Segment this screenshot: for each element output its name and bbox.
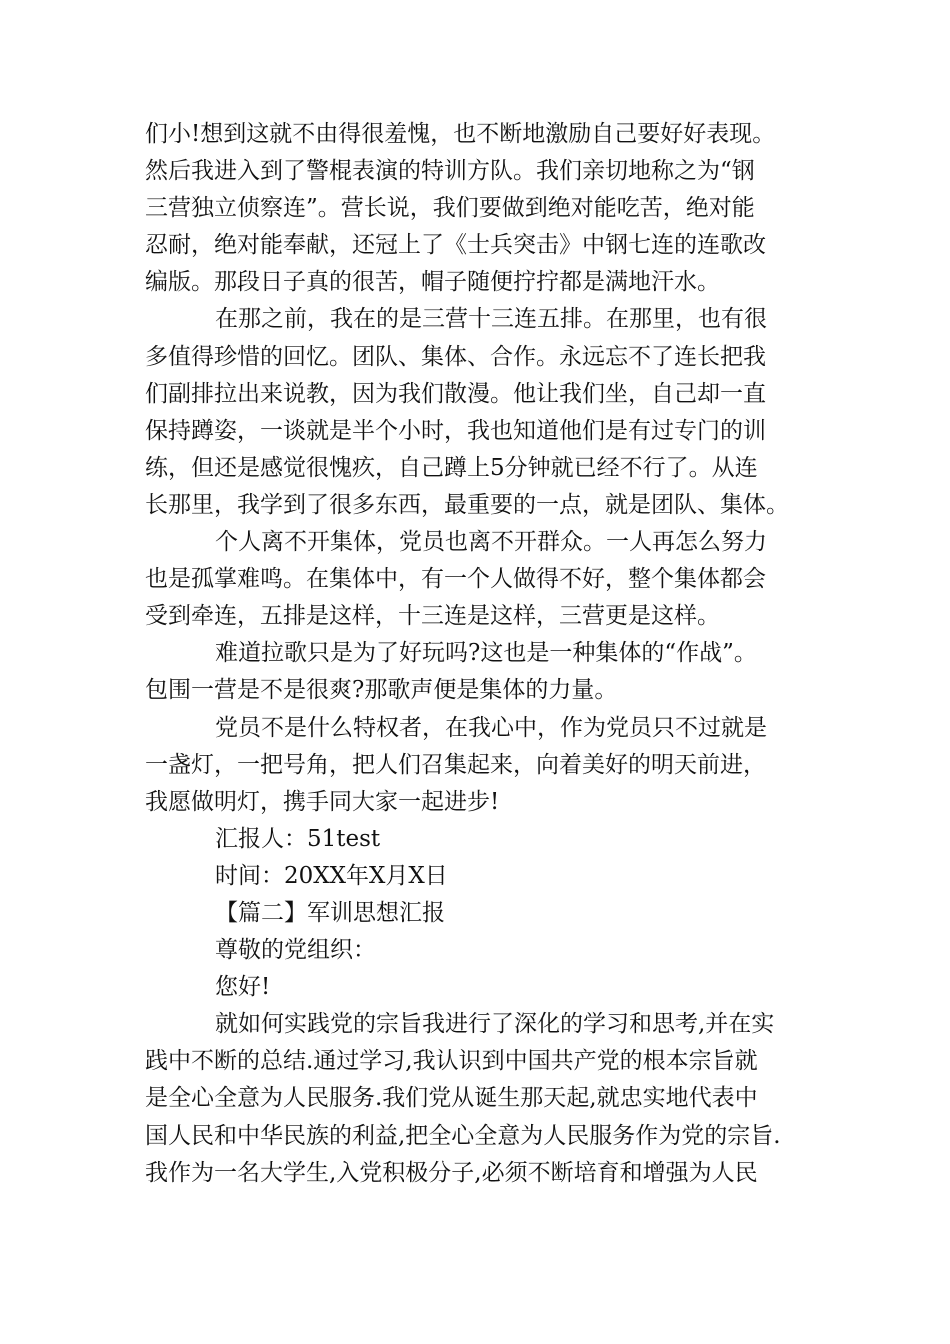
text-line: 在那之前，我在的是三营十三连五排。在那里，也有很 [215, 306, 767, 333]
text-line: 难道拉歌只是为了好玩吗?这也是一种集体的“作战”。 [215, 640, 757, 667]
text-line: 受到牵连，五排是这样，十三连是这样，三营更是这样。 [145, 603, 720, 630]
text-line: 就如何实践党的宗旨我进行了深化的学习和思考,并在实 [215, 1011, 775, 1038]
text-line: 我愿做明灯，携手同大家一起进步! [145, 788, 500, 815]
text-line: 包围一营是不是很爽?那歌声便是集体的力量。 [145, 677, 618, 704]
text-line: 践中不断的总结.通过学习,我认识到中国共产党的根本宗旨就 [145, 1048, 758, 1075]
text-line: 个人离不开集体，党员也离不开群众。一人再怎么努力 [215, 529, 767, 556]
text-line: 编版。那段日子真的很苦，帽子随便拧拧都是满地汗水。 [145, 269, 720, 296]
text-line: 忍耐，绝对能奉献，还冠上了《士兵突击》中钢七连的连歌改 [145, 232, 766, 259]
text-line: 汇报人：51test [215, 825, 381, 852]
document-body [145, 116, 810, 1192]
text-line: 们副排拉出来说教，因为我们散漫。他让我们坐，自己却一直 [145, 380, 766, 407]
text-line: 多值得珍惜的回忆。团队、集体、合作。永远忘不了连长把我 [145, 343, 766, 370]
text-line: 您好! [215, 974, 271, 1001]
text-line: 长那里，我学到了很多东西，最重要的一点，就是团队、集体。 [145, 491, 789, 518]
text-line: 们小!想到这就不由得很羞愧，也不断地激励自己要好好表现。 [145, 121, 776, 147]
text-line: 一盏灯，一把号角，把人们召集起来，向着美好的明天前进， [145, 751, 766, 778]
text-line: 我作为一名大学生,入党积极分子,必须不断培育和增强为人民 [145, 1159, 758, 1186]
text-line: 三营独立侦察连”。营长说，我们要做到绝对能吃苦，绝对能 [145, 195, 755, 222]
text-line: 然后我进入到了警棍表演的特训方队。我们亲切地称之为“钢 [145, 158, 755, 185]
text-line: 国人民和中华民族的利益,把全心全意为人民服务作为党的宗旨. [145, 1122, 781, 1149]
text-line: 保持蹲姿，一谈就是半个小时，我也知道他们是有过专门的训 [145, 417, 766, 444]
text-line: 练，但还是感觉很愧疚，自己蹲上5分钟就已经不行了。从连 [145, 454, 758, 481]
text-line: 时间：20XX年X月X日 [215, 862, 448, 889]
text-line: 【篇二】军训思想汇报 [215, 899, 445, 926]
text-line: 也是孤掌难鸣。在集体中，有一个人做得不好，整个集体都会 [145, 566, 766, 593]
text-line: 是全心全意为人民服务.我们党从诞生那天起,就忠实地代表中 [145, 1085, 758, 1112]
text-line: 党员不是什么特权者，在我心中，作为党员只不过就是 [215, 714, 767, 741]
text-line: 尊敬的党组织： [215, 937, 376, 964]
